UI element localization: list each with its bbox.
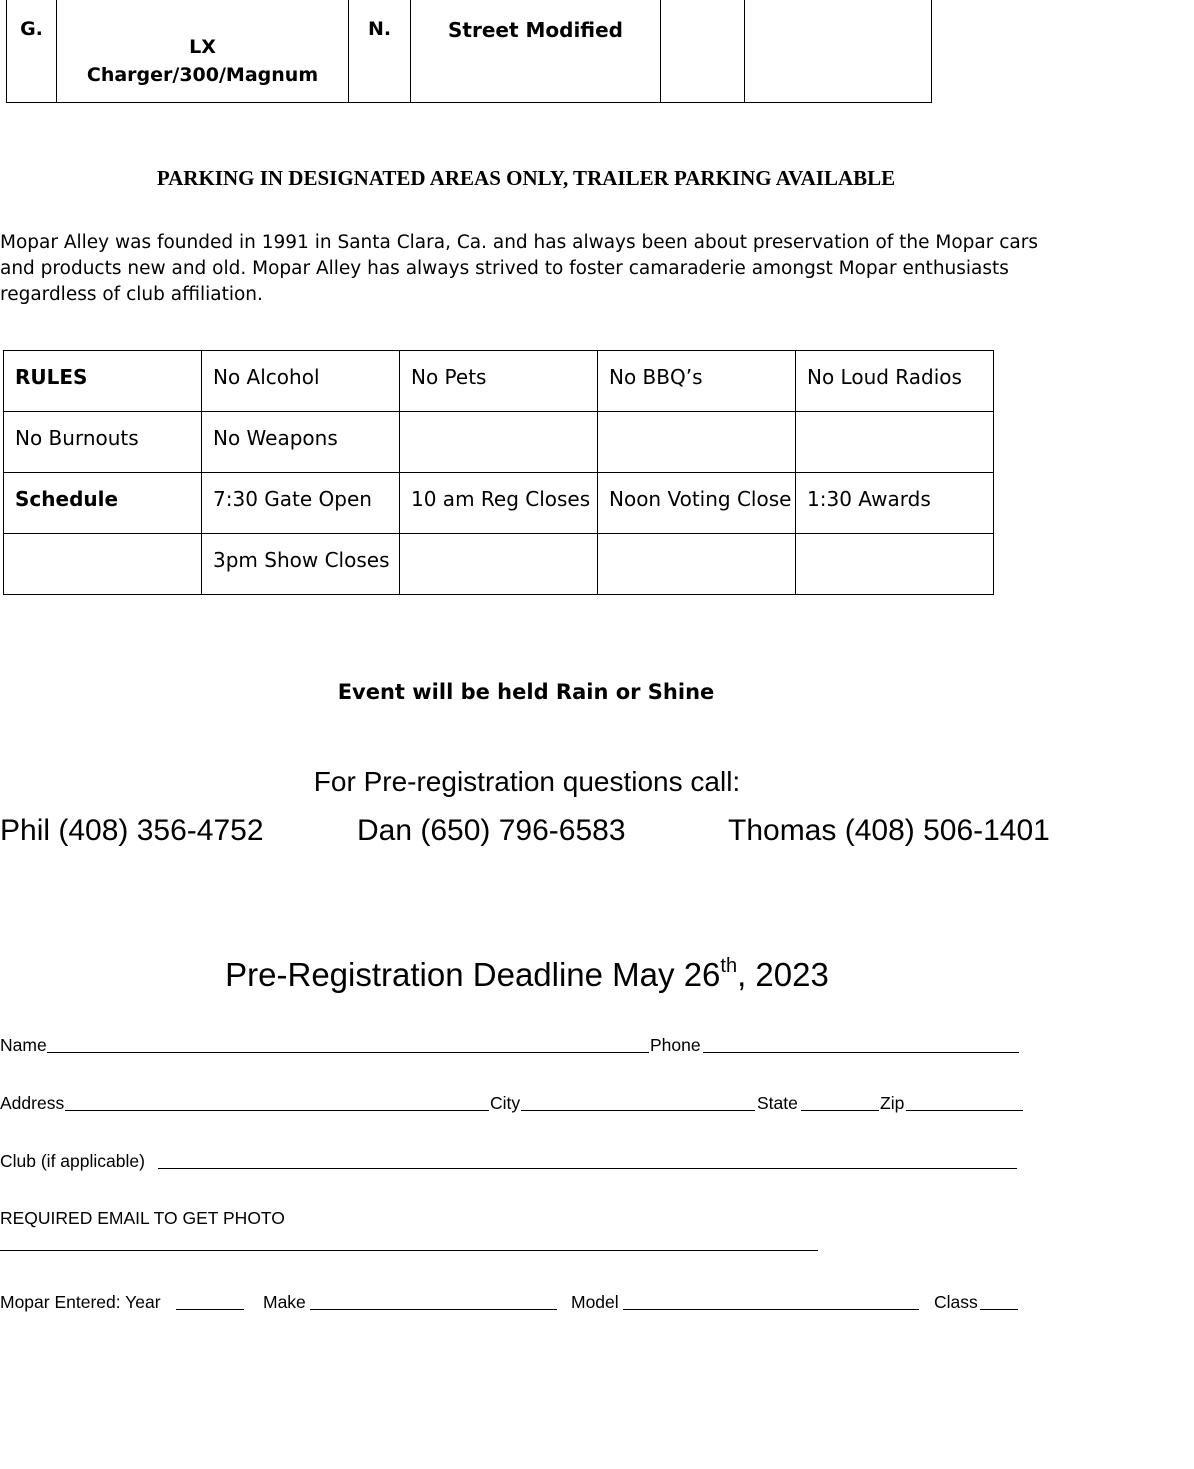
year-field[interactable] xyxy=(176,1309,244,1310)
cell-text xyxy=(807,412,993,426)
rules-table xyxy=(3,350,994,595)
about-line: and products new and old. Mopar Alley has always strived to foster camaraderie amongst Mopar enthusiasts xyxy=(0,258,1009,279)
cell-text: No Pets xyxy=(411,365,487,389)
class-model xyxy=(57,0,348,89)
cell-text: 10 am Reg Closes xyxy=(411,487,591,511)
state-field[interactable] xyxy=(801,1110,879,1111)
cell-text: 7:30 Gate Open xyxy=(213,487,372,511)
table-cell xyxy=(598,412,796,473)
about-paragraph xyxy=(0,230,1060,308)
form-row-email-label xyxy=(0,1207,1030,1229)
class-table-model-cell xyxy=(57,0,349,103)
deadline-heading xyxy=(0,956,1054,994)
table-cell xyxy=(202,351,400,412)
club-field[interactable] xyxy=(158,1168,1017,1169)
city-field[interactable] xyxy=(521,1110,755,1111)
phone-label: Phone xyxy=(650,1035,701,1055)
name-field[interactable] xyxy=(47,1052,649,1053)
cell-text xyxy=(609,534,795,548)
table-cell xyxy=(4,473,202,534)
make-label: Make xyxy=(263,1292,306,1312)
class-table-empty-cell xyxy=(661,0,745,103)
cell-text xyxy=(411,534,597,548)
cell-text: Noon Voting Close xyxy=(609,487,792,511)
form-row-address xyxy=(0,1092,1030,1114)
cell-text: 1:30 Awards xyxy=(807,487,931,511)
contact-thomas: Thomas (408) 506-1401 xyxy=(728,814,1050,847)
cell-text: No BBQ’s xyxy=(609,365,703,389)
class-model-line2: Charger/300/Magnum xyxy=(86,64,319,86)
address-field[interactable] xyxy=(65,1110,489,1111)
class-letter-n: N. xyxy=(367,18,392,40)
table-cell xyxy=(202,473,400,534)
class-model-line1: LX xyxy=(189,36,216,58)
table-cell xyxy=(796,473,994,534)
address-label: Address xyxy=(0,1093,65,1113)
class-table xyxy=(6,0,932,103)
table-row xyxy=(7,0,932,103)
table-cell xyxy=(796,351,994,412)
table-row xyxy=(4,412,994,473)
model-field[interactable] xyxy=(623,1309,919,1310)
name-label: Name xyxy=(0,1035,47,1055)
class-field[interactable] xyxy=(980,1309,1018,1310)
cell-text: No Loud Radios xyxy=(807,365,962,389)
class-table-class-letter-cell xyxy=(349,0,411,103)
city-label: City xyxy=(490,1093,521,1113)
table-cell xyxy=(202,534,400,595)
contact-dan: Dan (650) 796-6583 xyxy=(357,814,626,847)
cell-text: No Alcohol xyxy=(213,365,320,389)
cell-text: Schedule xyxy=(15,487,119,511)
prereg-questions-heading: For Pre-registration questions call: xyxy=(313,766,741,797)
cell-text: No Weapons xyxy=(213,426,338,450)
cell-text xyxy=(15,534,201,548)
table-row xyxy=(4,473,994,534)
table-cell xyxy=(796,534,994,595)
form-row-mopar xyxy=(0,1291,1030,1313)
make-field[interactable] xyxy=(310,1309,557,1310)
table-cell xyxy=(400,534,598,595)
zip-label: Zip xyxy=(880,1093,905,1113)
class-name: Street Modified xyxy=(448,18,623,42)
table-cell xyxy=(796,412,994,473)
table-cell xyxy=(598,351,796,412)
deadline-ordinal: th xyxy=(720,955,738,977)
club-label: Club (if applicable) xyxy=(0,1151,145,1171)
table-row xyxy=(4,351,994,412)
email-label: REQUIRED EMAIL TO GET PHOTO xyxy=(0,1208,285,1228)
class-table-empty-cell xyxy=(745,0,932,103)
class-letter: G. xyxy=(20,18,43,40)
table-cell xyxy=(598,473,796,534)
class-table-class-name-cell xyxy=(411,0,661,103)
state-label: State xyxy=(757,1093,798,1113)
contact-phil: Phil (408) 356-4752 xyxy=(0,814,264,847)
deadline-text: Pre-Registration Deadline May 26 xyxy=(225,956,721,993)
deadline-year: , 2023 xyxy=(737,956,829,993)
table-cell xyxy=(400,473,598,534)
cell-text: RULES xyxy=(15,365,88,389)
email-field[interactable] xyxy=(0,1250,818,1251)
table-cell xyxy=(400,412,598,473)
mopar-year-label: Mopar Entered: Year xyxy=(0,1292,161,1312)
table-cell xyxy=(4,534,202,595)
parking-notice: PARKING IN DESIGNATED AREAS ONLY, TRAILER PARKING AVAILABLE xyxy=(156,166,896,190)
rain-notice: Event will be held Rain or Shine xyxy=(337,680,715,704)
class-label: Class xyxy=(934,1292,978,1312)
table-cell xyxy=(4,412,202,473)
form-row-club xyxy=(0,1150,1030,1172)
table-cell xyxy=(400,351,598,412)
table-cell xyxy=(598,534,796,595)
cell-text: 3pm Show Closes xyxy=(213,548,390,572)
cell-text xyxy=(807,534,993,548)
table-row xyxy=(4,534,994,595)
cell-text xyxy=(609,412,795,426)
class-table-letter-cell xyxy=(7,0,57,103)
zip-field[interactable] xyxy=(906,1110,1023,1111)
about-line: regardless of club affiliation. xyxy=(0,284,263,305)
cell-text: No Burnouts xyxy=(15,426,139,450)
phone-field[interactable] xyxy=(703,1052,1019,1053)
cell-text xyxy=(411,412,597,426)
form-row-name-phone xyxy=(0,1034,1030,1056)
table-cell xyxy=(202,412,400,473)
model-label: Model xyxy=(571,1292,619,1312)
about-line: Mopar Alley was founded in 1991 in Santa Clara, Ca. and has always been about preservation of the Mopar cars xyxy=(0,232,1039,253)
table-cell xyxy=(4,351,202,412)
